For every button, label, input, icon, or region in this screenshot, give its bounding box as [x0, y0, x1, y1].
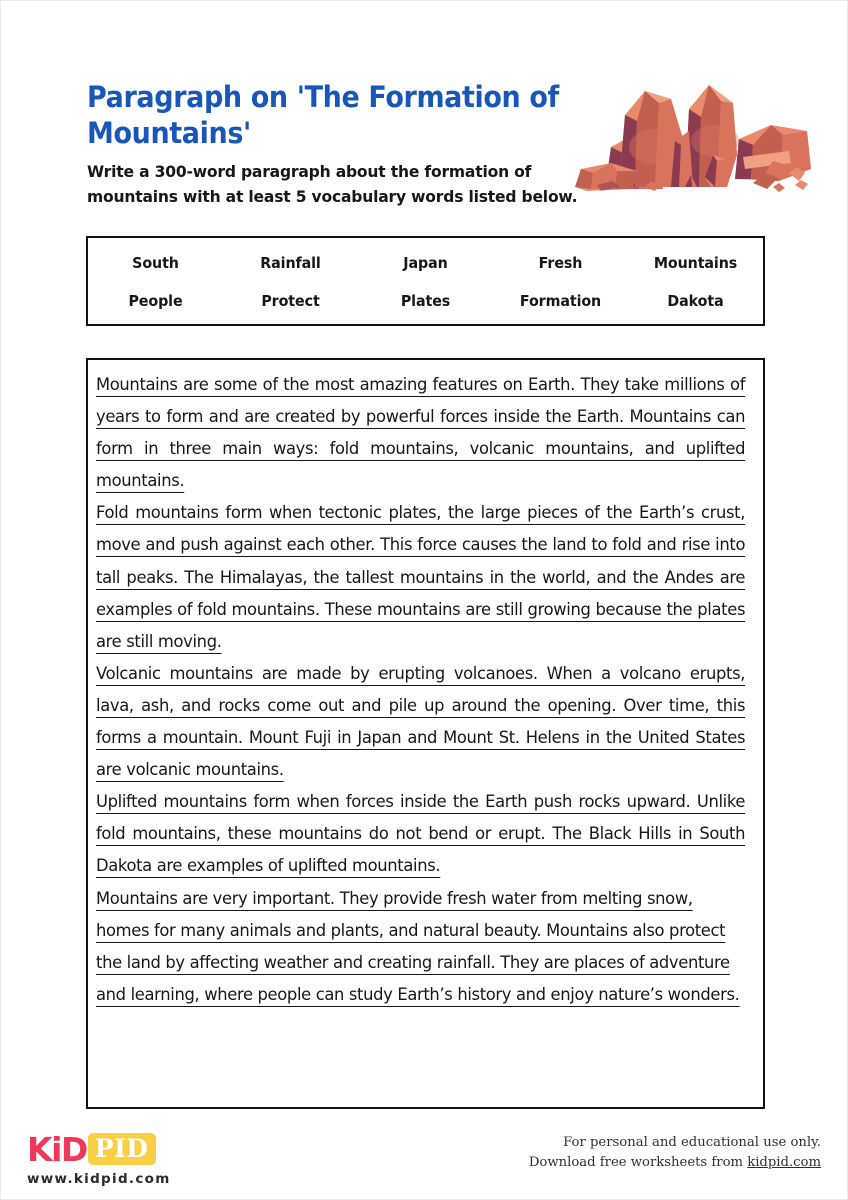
vocabulary-row [88, 282, 763, 320]
answer-paragraph: Mountains are very important. They provide fresh water from melting snow, homes for many animals and plants, and natural beauty. Mountains also protect the land by affecting weather and creating rainfall. They are places of adventure and learning, where people can study Earth’s history and enjoy nature’s wonders. [96, 888, 740, 1004]
vocabulary-word: Mountains [653, 254, 738, 272]
vocabulary-word-bank [86, 236, 765, 326]
vocabulary-word: Dakota [667, 292, 724, 310]
instructions-text: Write a 300-word paragraph about the formation of mountains with at least 5 vocabulary words listed below. [87, 162, 578, 206]
footer-note-prefix: Download free worksheets from [528, 1155, 748, 1170]
answer-paragraph: Mountains are some of the most amazing features on Earth. They take millions of years to form and are created by powerful forces inside the Earth. Mountains can form in three main ways: fold mountains, volcanic mountains, and uplifted mountains. [96, 375, 746, 491]
vocabulary-row [88, 244, 763, 282]
logo-pid-text: PID [94, 1134, 149, 1163]
vocabulary-word: People [128, 292, 183, 310]
vocabulary-word: Plates [400, 292, 451, 310]
header [87, 79, 607, 209]
vocabulary-word: South [132, 254, 179, 272]
footer-note-line1: For personal and educational use only. [563, 1135, 821, 1150]
answer-paragraph: Fold mountains form when tectonic plates, the large pieces of the Earth’s crust, move and push against each other. This force causes the land to fold and rise into tall peaks. The Himalayas, the tallest mountains in the world, and the Andes are examples of fold mountains. These mountains are still growing because the plates are still moving. [96, 503, 746, 651]
mountain-rocks-illustration [567, 69, 813, 197]
vocabulary-word: Fresh [538, 254, 583, 272]
page-title: Paragraph on 'The Formation of Mountains' [87, 80, 559, 150]
vocabulary-word: Japan [403, 254, 448, 272]
logo-row [27, 1130, 257, 1168]
answer-paragraph: Uplifted mountains form when forces inside the Earth push rocks upward. Unlike fold mountains, these mountains do not bend or erupt. The Black Hills in South Dakota are examples of uplifted mountains. [96, 792, 746, 876]
logo-pid-badge [88, 1133, 157, 1165]
footer-note [529, 1133, 821, 1173]
logo-website-url: www.kidpid.com [27, 1171, 171, 1187]
footer-note-line2 [529, 1153, 821, 1173]
answer-writing-area[interactable] [86, 358, 765, 1109]
vocabulary-word: Protect [261, 292, 320, 310]
logo-kid-text: KiD [27, 1129, 87, 1169]
answer-paragraph: Volcanic mountains are made by erupting volcanoes. When a volcano erupts, lava, ash, and rocks come out and pile up around the opening. Over time, this forms a mountain. Mount Fuji in Japan and Mount St. Helens in the United States are volcanic mountains. [96, 663, 746, 780]
vocabulary-word: Rainfall [260, 254, 321, 272]
kidpid-logo [27, 1130, 257, 1187]
vocabulary-word: Formation [519, 292, 602, 310]
answer-text [96, 369, 745, 1011]
kidpid-link[interactable]: kidpid.com [747, 1155, 821, 1170]
